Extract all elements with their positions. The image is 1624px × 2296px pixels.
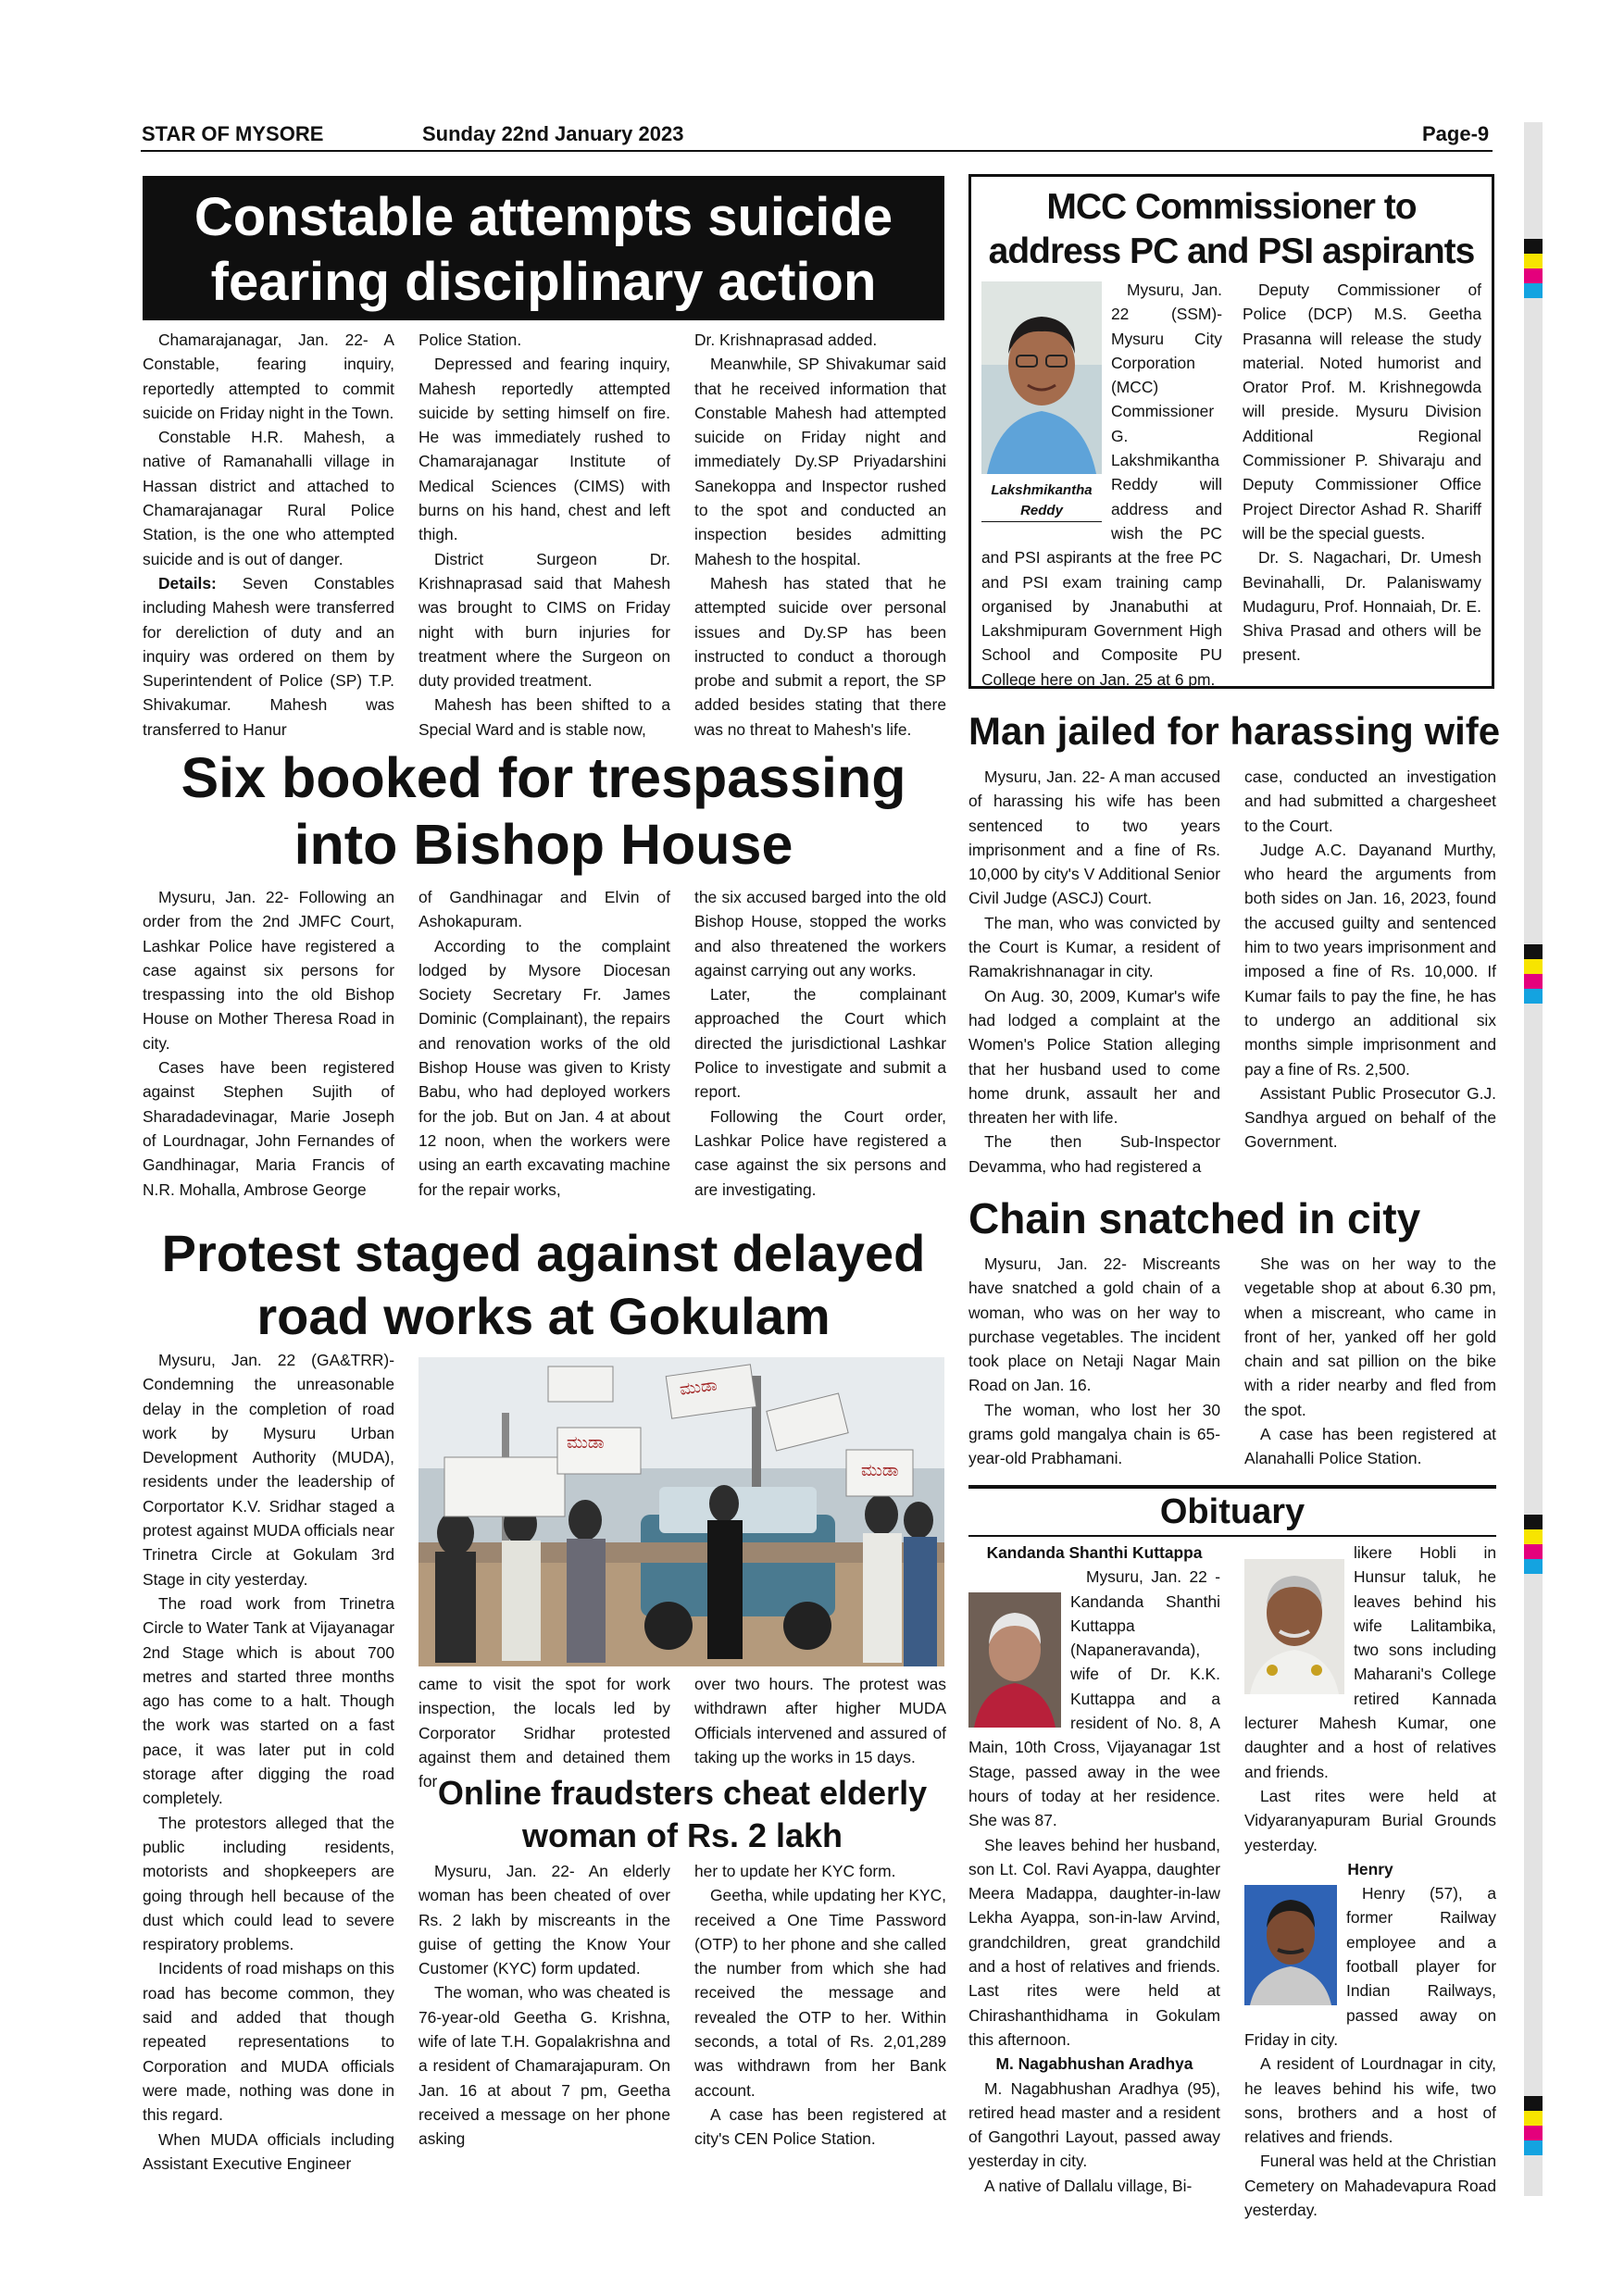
constable-para: Dr. Krishnaprasad added. xyxy=(694,331,878,349)
constable-para: Constable H.R. Mahesh, a native of Ramanahalli village in Hassan district and attached to Chamarajanagar Rural Police Station, is the one who attempted suicide and is out of danger. xyxy=(143,428,394,568)
fraud-para: The woman, who was cheated is 76-year-old Geetha G. Krishna, wife of late T.H. Gopalakrishna and a resident of Chamarajapuram. On Jan. 16 at about 7 pm, Geetha received a message on her phone asking xyxy=(418,1983,670,2149)
fraud-para: Geetha, while updating her KYC, received a One Time Password (OTP) to her phone and she called the number from which she had received the message and revealed the OTP to her. Within seconds, a total of Rs. 2,01,289 was withdrawn from her Bank account. xyxy=(694,1886,946,2100)
constable-col-3 xyxy=(694,328,946,744)
obit-para: Henry (57), a former Railway employee and a football player for Indian Railways, passed away on Friday in city. xyxy=(1244,1884,1496,2049)
fraud-para: Mysuru, Jan. 22- An elderly woman has been cheated of over Rs. 2 lakh by miscreants in the guise of getting the Know Your Customer (KYC) form updated. xyxy=(418,1862,670,1978)
color-bar-magenta-3 xyxy=(1524,1544,1543,1559)
color-bar-cyan-4 xyxy=(1524,2140,1543,2155)
fraud-para: her to update her KYC form. xyxy=(694,1862,896,1880)
bishop-para: Cases have been registered against Stephen Sujith of Sharadadevinagar, Marie Joseph of Lourdnagar, John Fernandes of Gandhinagar, Maria Francis of N.R. Mohalla, Ambrose George xyxy=(143,1058,394,1199)
protest-para: When MUDA officials including Assistant Executive Engineer xyxy=(143,2129,394,2173)
constable-para: Mahesh has been shifted to a Special Ward and is stable now, xyxy=(418,695,670,739)
sign-text-1: ಮುಡಾ xyxy=(567,1433,605,1453)
color-bar-magenta-4 xyxy=(1524,2126,1543,2140)
color-bar-black-4 xyxy=(1524,2096,1543,2111)
constable-para: Police Station. xyxy=(418,331,522,349)
jailed-para: On Aug. 30, 2009, Kumar's wife had lodged a complaint at the Women's Police Station alleging that her husband used to come home drunk, assault her and threaten her with life. xyxy=(968,986,1220,1128)
jailed-para: case, conducted an investigation and had submitted a chargesheet to the Court. xyxy=(1244,767,1496,835)
margin-rail xyxy=(1524,122,1543,2196)
protest-col-1 xyxy=(143,1348,394,2181)
color-bar-black xyxy=(1524,239,1543,254)
mcc-col-2 xyxy=(1243,278,1481,667)
details-text: Seven Constables including Mahesh were transferred for dereliction of duty and an inquiry was ordered on them by Superintendent of Police (SP) T.P. Shivakumar. Mahesh was transferred to Hanur xyxy=(143,573,394,739)
color-bar-cyan-2 xyxy=(1524,989,1543,1004)
color-bar-cyan-3 xyxy=(1524,1559,1543,1574)
protest-para: came to visit the spot for work inspection, the locals led by Corporator Sridhar protested against them and detained them for xyxy=(418,1675,670,1791)
bishop-para: According to the complaint lodged by Mysore Diocesan Society Secretary Fr. James Dominic (Complainant), the repairs and renovation works of the old Bishop House was given to Kristy Babu, who had deployed workers for the job. But on Jan. 4 at about 12 noon, when the workers were using an earth excavating machine for the repair works, xyxy=(418,936,670,1199)
henry-photo-float xyxy=(1244,1885,1337,2005)
chain-para: A case has been registered at Alanahalli Police Station. xyxy=(1244,1425,1496,1468)
constable-col-1 xyxy=(143,328,394,744)
obit-col-2 xyxy=(1244,1541,1496,2220)
color-bar-yellow-2 xyxy=(1524,959,1543,974)
bishop-para: of Gandhinagar and Elvin of Ashokapuram. xyxy=(418,888,670,931)
mcc-portrait-photo xyxy=(981,281,1102,474)
fraud-col-2 xyxy=(694,1859,946,2179)
jailed-para: The man, who was convicted by the Court is Kumar, a resident of Ramakrishnanagar in city. xyxy=(968,913,1220,981)
mcc-para: Deputy Commissioner of Police (DCP) M.S. Geetha Prasanna will release the study material. Noted humorist and Orator Prof. M. Krishnegowda will preside. Mysuru Division Additional Regional Commissioner P. Shivaraju and Deputy Commissioner Office Project Director Ashad R. Shariff will be the special guests. xyxy=(1243,281,1481,543)
constable-para-details xyxy=(143,571,394,742)
chain-col-1 xyxy=(968,1252,1220,1481)
constable-para: Mahesh has stated that he attempted suicide over personal issues and Dy.SP has been instructed to conduct a thorough probe and submit a report, the SP added besides stating that there was no threat to Mahesh's life. xyxy=(694,573,946,739)
obit-para: She leaves behind her husband, son Lt. Col. Ravi Ayappa, daughter Meera Madappa, daughter-in-law Lekha Ayappa, son-in-law Arvind, grandchildren, great grandchild and a host of relatives and friends. Last rites were held at Chirashanthidhama in Gokulam this afternoon. xyxy=(968,1835,1220,2049)
protest-headline: Protest staged against delayed road works at Gokulam xyxy=(161,1224,926,1345)
constable-col-2 xyxy=(418,328,670,744)
jailed-col-2 xyxy=(1244,765,1496,1181)
protest-para: over two hours. The protest was withdrawn after higher MUDA Officials intervened and assured of taking up the works in 15 days. xyxy=(694,1675,946,1766)
color-bar-magenta xyxy=(1524,268,1543,283)
mcc-para: Dr. S. Nagachari, Dr. Umesh Bevinahalli, Dr. Palaniswamy Mudaguru, Prof. Honnaiah, Dr. E. Shiva Prasad and others will be present. xyxy=(1243,548,1481,665)
obit-para: likere Hobli in Hunsur taluk, he leaves behind his wife Lalitambika, two sons including Maharani's College retired Kannada lecturer Mahesh Kumar, one daughter and a host of relatives and friends. xyxy=(1244,1543,1496,1781)
color-bar-black-2 xyxy=(1524,944,1543,959)
masthead-date: Sunday 22nd January 2023 xyxy=(422,122,684,145)
color-bar-yellow xyxy=(1524,254,1543,268)
chain-headline: Chain snatched in city xyxy=(968,1194,1421,1242)
fraud-headline: Online fraudsters cheat elderly woman of Rs. 2 lakh xyxy=(437,1774,928,1854)
obituary-rule-top xyxy=(968,1485,1496,1489)
obit-para: A resident of Lourdnagar in city, he leaves behind his wife, two sons, brothers and a host of relatives and friends. xyxy=(1244,2054,1496,2147)
color-bar-cyan xyxy=(1524,283,1543,298)
jailed-para: Mysuru, Jan. 22- A man accused of harassing his wife has been sentenced to two years imprisonment and a fine of Rs. 10,000 by city's V Additional Senior Civil Judge (ASCJ) Court. xyxy=(968,767,1220,908)
protest-para: Mysuru, Jan. 22 (GA&TRR)- Condemning the unreasonable delay in the completion of road work by Mysuru Urban Development Authority (MUDA), residents under the leadership of Corportator K.V. Sridhar staged a protest against MUDA officials near Trinetra Circle at Gokulam 3rd Stage in city yesterday. xyxy=(143,1351,394,1589)
constable-para: Depressed and fearing inquiry, Mahesh reportedly attempted suicide by setting himself on fire. He was immediately rushed to Chamarajanagar Institute of Medical Sciences (CIMS) with burns on his hand, chest and left thigh. xyxy=(418,355,670,544)
henry-portrait xyxy=(1244,1885,1337,2005)
sign-text-2: ಮುಡಾ xyxy=(678,1375,718,1400)
constable-para: Chamarajanagar, Jan. 22- A Constable, fearing inquiry, reportedly attempted to commit suicide on Friday night in the Town. xyxy=(143,331,394,422)
details-label: Details: xyxy=(158,573,217,593)
fraud-para: A case has been registered at city's CEN Police Station. xyxy=(694,2104,946,2149)
constable-para: District Surgeon Dr. Krishnaprasad said that Mahesh was brought to CIMS on Friday night with burn injuries for treatment where the Surgeon on duty provided treatment. xyxy=(418,549,670,691)
mcc-col-1 xyxy=(981,278,1222,689)
obituary-heading: Obituary xyxy=(1159,1492,1305,1531)
masthead-rule xyxy=(141,150,1493,152)
color-bar-yellow-4 xyxy=(1524,2111,1543,2126)
protest-photo xyxy=(418,1357,944,1666)
obit-para: Last rites were held at Vidyaranyapuram Burial Grounds yesterday. xyxy=(1244,1786,1496,1854)
protest-col-2 xyxy=(418,1672,670,1791)
mcc-photo-float xyxy=(981,281,1102,524)
mcc-para: Mysuru, Jan. 22 (SSM)- Mysuru City Corporation (MCC) Commissioner G. Lakshmikantha Reddy will address and wish the PC and PSI aspirants at the free PC and PSI exam training camp organised by Jnanabuthi at Lakshmipuram Government High School and Composite PU College here on Jan. 25 at 6 pm. xyxy=(981,281,1222,689)
mcc-photo-caption: Lakshmikantha Reddy xyxy=(981,480,1102,522)
bishop-col-1 xyxy=(143,885,394,1211)
color-bar-yellow-3 xyxy=(1524,1529,1543,1544)
kandanda-portrait xyxy=(968,1592,1061,1728)
chain-para: She was on her way to the vegetable shop at about 6.30 pm, when a miscreant, who came in front of her, yanked off her gold chain and sat pillion on the bike with a rider nearby and fled from the spot. xyxy=(1244,1254,1496,1419)
color-bar-black-3 xyxy=(1524,1515,1543,1529)
jailed-para: The then Sub-Inspector Devamma, who had registered a xyxy=(968,1132,1220,1176)
obit-para: Funeral was held at the Christian Cemetery on Mahadevapura Road yesterday. xyxy=(1244,2152,1496,2220)
chain-para: Mysuru, Jan. 22- Miscreants have snatched a gold chain of a woman, who was on her way to purchase vegetables. The incident took place on Netaji Nagar Main Road on Jan. 16. xyxy=(968,1254,1220,1395)
bishop-col-3 xyxy=(694,885,946,1211)
bishop-headline: Six booked for trespassing into Bishop House xyxy=(181,746,906,876)
obit-col-1 xyxy=(968,1541,1220,2195)
protest-para: The protestors alleged that the public including residents, motorists and shopkeepers are going through hell because of the dust which could lead to severe respiratory problems. xyxy=(143,1813,394,1954)
protest-para: Incidents of road mishaps on this road has become common, they said and added that though repeated representations to Corporation and MUDA officials were made, nothing was done in this regard. xyxy=(143,1959,394,2125)
obit-para: M. Nagabhushan Aradhya (95), retired head master and a resident of Gangothri Layout, passed away yesterday in city. xyxy=(968,2078,1220,2171)
page-number: Page-9 xyxy=(1422,122,1490,145)
masthead-paper-name: STAR OF MYSORE xyxy=(142,122,324,145)
obit-name-kandanda: Kandanda Shanthi Kuttappa xyxy=(986,1543,1203,1562)
jailed-para: Judge A.C. Dayanand Murthy, who heard the arguments from both sides on Jan. 16, 2023, found the accused guilty and sentenced him to two years imprisonment and imposed a fine of Rs. 10,000. If Kumar fails to pay the fine, he has to undergo an additional six months simple imprisonment and pay a fine of Rs. 2,500. xyxy=(1244,840,1496,1079)
constable-headline: Constable attempts suicide fearing disciplinary action xyxy=(143,176,944,320)
obit-name-henry: Henry xyxy=(1347,1859,1393,1878)
aradhya-portrait xyxy=(1244,1559,1344,1694)
sign-text-3: ಮುಡಾ xyxy=(861,1461,899,1480)
obit-para: Mysuru, Jan. 22 - Kandanda Shanthi Kuttappa (Napaneravanda), wife of Dr. K.K. Kuttappa and a resident of No. 8, A Main, 10th Cross, Vijayanagar 1st Stage, passed away in the wee hours of today at her residence. She was 87. xyxy=(968,1567,1220,1830)
bishop-para: Following the Court order, Lashkar Police have registered a case against the six persons and are investigating. xyxy=(694,1106,946,1199)
kandanda-photo-float xyxy=(968,1592,1061,1728)
protest-para: The road work from Trinetra Circle to Water Tank at Vijayanagar 2nd Stage which is about 700 metres and started three months ago has come to a halt. Though the work was started on a fast pace, it was later put in cold storage after digging the road completely. xyxy=(143,1593,394,1808)
jailed-col-1 xyxy=(968,765,1220,1181)
aradhya-photo-float xyxy=(1244,1559,1344,1694)
mcc-headline: MCC Commissioner to address PC and PSI aspirants xyxy=(988,187,1475,271)
bishop-para: Mysuru, Jan. 22- Following an order from the 2nd JMFC Court, Lashkar Police have registered a case against six persons for trespassing into the old Bishop House on Mother Theresa Road in city. xyxy=(143,888,394,1053)
chain-col-2 xyxy=(1244,1252,1496,1481)
jailed-headline: Man jailed for harassing wife xyxy=(968,709,1501,753)
protest-col-3 xyxy=(694,1672,946,1766)
obituary-rule-bottom xyxy=(968,1535,1496,1537)
bishop-para: the six accused barged into the old Bishop House, stopped the works and also threatened the workers against carrying out any works. xyxy=(694,888,946,980)
color-bar-magenta-2 xyxy=(1524,974,1543,989)
bishop-para: Later, the complainant approached the Court which directed the jurisdictional Lashkar Police to investigate and submit a report. xyxy=(694,985,946,1102)
constable-para: Meanwhile, SP Shivakumar said that he received information that Constable Mahesh had attempted suicide on Friday night and immediately Dy.SP Priyadarshini Sanekoppa and Inspector rushed to the spot and conducted an inspection besides admitting Mahesh to the hospital. xyxy=(694,355,946,568)
obit-para: A native of Dallalu village, Bi- xyxy=(984,2176,1193,2195)
bishop-col-2 xyxy=(418,885,670,1211)
fraud-col-1 xyxy=(418,1859,670,2179)
jailed-para: Assistant Public Prosecutor G.J. Sandhya argued on behalf of the Government. xyxy=(1244,1083,1496,1152)
protest-photo-art xyxy=(418,1357,944,1666)
chain-para: The woman, who lost her 30 grams gold mangalya chain is 65-year-old Prabhamani. xyxy=(968,1400,1220,1468)
obit-name-aradhya: M. Nagabhushan Aradhya xyxy=(995,2054,1193,2074)
